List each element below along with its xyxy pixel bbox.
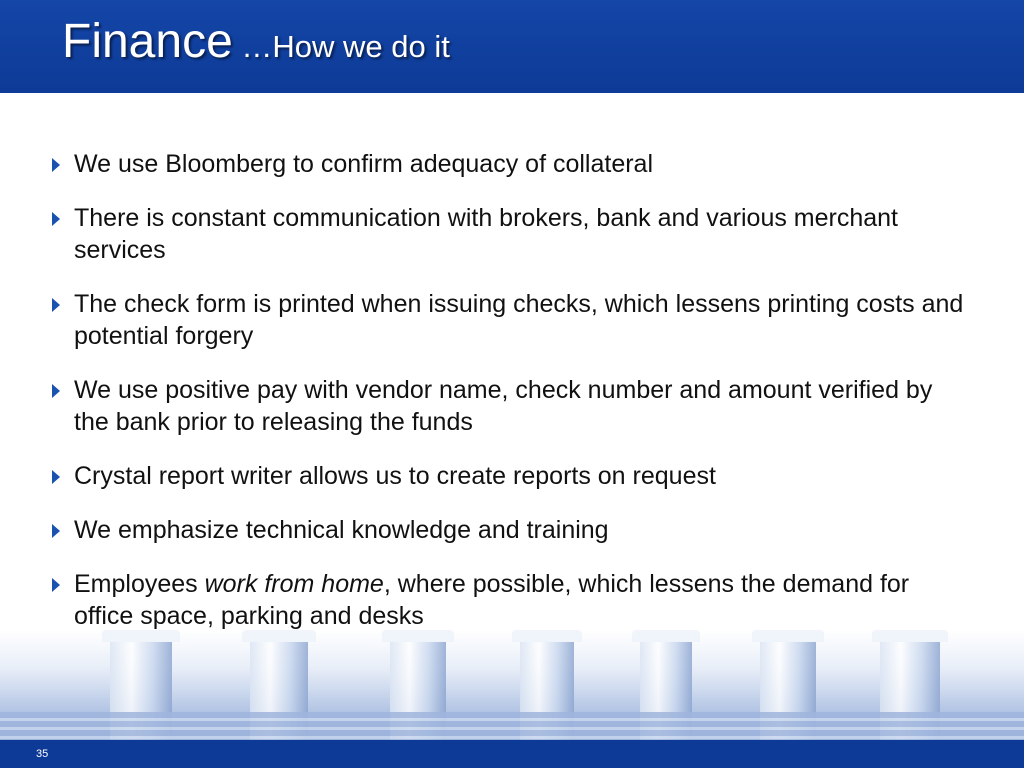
bullet-text: Crystal report writer allows us to create reports on request xyxy=(74,462,716,490)
bullet-item xyxy=(50,374,970,438)
bullet-text: We use Bloomberg to confirm adequacy of collateral xyxy=(74,150,654,178)
triangle-bullet-icon xyxy=(52,298,60,312)
bullet-text-after: , where possible, which lessens the demand for office space, parking and desks xyxy=(74,570,910,630)
page-number: 35 xyxy=(36,748,49,760)
triangle-bullet-icon xyxy=(52,524,60,538)
triangle-bullet-icon xyxy=(52,384,60,398)
bullet-text-before: Employees xyxy=(74,570,205,598)
bullet-text: There is constant communication with brokers, bank and various merchant services xyxy=(74,204,898,264)
title-bar xyxy=(0,0,1024,93)
bullet-item xyxy=(50,514,970,546)
bullet-text: We use positive pay with vendor name, check number and amount verified by the bank prior to releasing the funds xyxy=(74,376,933,436)
slide-title xyxy=(62,14,450,69)
bullet-item xyxy=(50,568,970,632)
triangle-bullet-icon xyxy=(52,470,60,484)
bullet-item xyxy=(50,202,970,266)
columns-background-image xyxy=(0,630,1024,740)
footer-bar xyxy=(0,740,1024,768)
bullet-item xyxy=(50,148,970,180)
triangle-bullet-icon xyxy=(52,158,60,172)
triangle-bullet-icon xyxy=(52,578,60,592)
bullet-list xyxy=(50,148,970,654)
bullet-item xyxy=(50,288,970,352)
steps-shape xyxy=(0,712,1024,740)
bullet-text-emphasis: work from home xyxy=(204,570,384,598)
bullet-text: The check form is printed when issuing checks, which lessens printing costs and potential forgery xyxy=(74,290,964,350)
title-main: Finance xyxy=(62,15,233,68)
triangle-bullet-icon xyxy=(52,212,60,226)
title-subtitle: …How we do it xyxy=(232,29,450,64)
bullet-text: We emphasize technical knowledge and training xyxy=(74,516,609,544)
bullet-item xyxy=(50,460,970,492)
